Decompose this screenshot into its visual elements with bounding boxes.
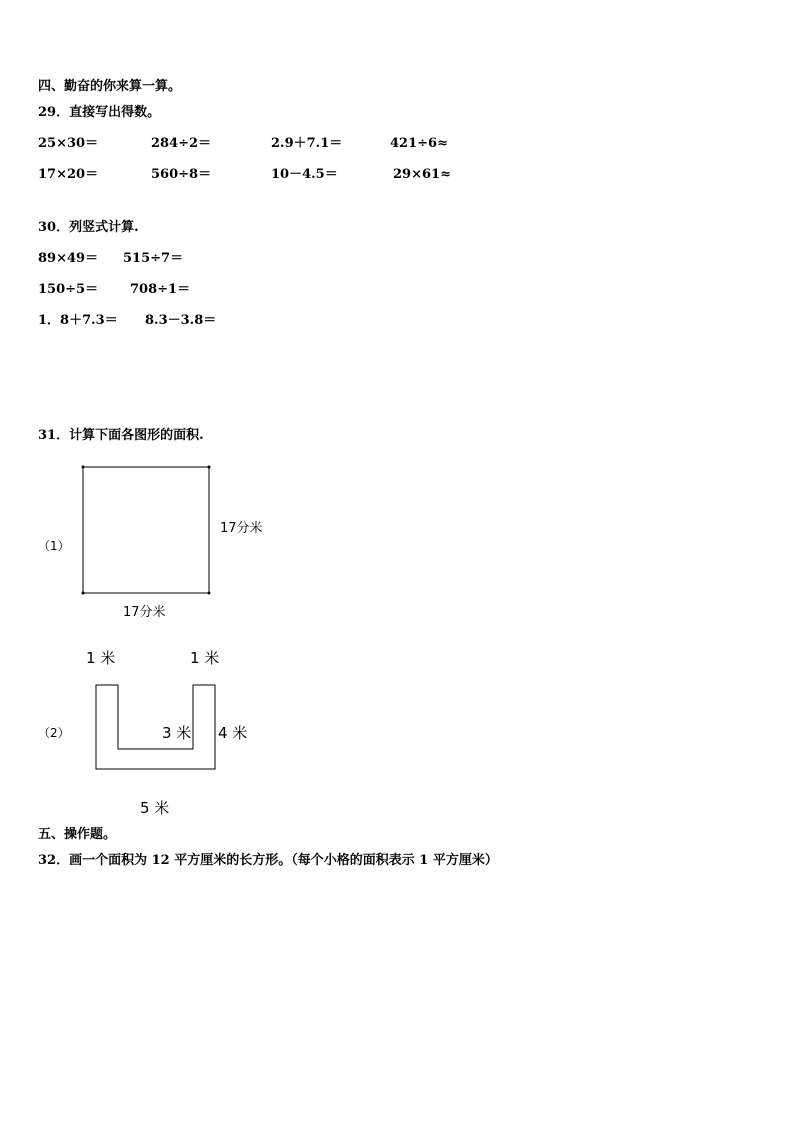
q29-expr: 284÷2＝ [151, 136, 212, 151]
u-top-left-label: 1 米 [86, 649, 116, 667]
q29-expr: 10－4.5＝ [271, 167, 338, 182]
q30-expr: 1．8＋7.3＝ [38, 313, 118, 328]
square-bottom-label: 17分米 [123, 605, 166, 620]
q30-expr: 708÷1＝ [130, 282, 191, 297]
u-outer-height-label: 4 米 [218, 724, 248, 742]
u-top-right-label: 1 米 [190, 649, 220, 667]
q29-expr: 2.9＋7.1＝ [271, 136, 343, 151]
section-four-heading: 四、勤奋的你来算一算。 [38, 79, 182, 94]
q30-expr: 89×49＝ [38, 251, 99, 266]
q29-expr: 560÷8＝ [151, 167, 212, 182]
u-inner-depth-label: 3 米 [162, 724, 192, 742]
q29-expr: 25×30＝ [38, 136, 99, 151]
q30-expr: 150÷5＝ [38, 282, 99, 297]
q30-expr: 8.3－3.8＝ [145, 313, 217, 328]
question-30-title: 30．列竖式计算. [38, 220, 139, 235]
question-29-title: 29．直接写出得数。 [38, 105, 161, 120]
q29-expr: 29×61≈ [393, 167, 451, 182]
q29-expr: 17×20＝ [38, 167, 99, 182]
corner-dot [208, 592, 211, 595]
q29-expr: 421÷6≈ [390, 136, 448, 151]
section-five-heading: 五、操作题。 [38, 827, 117, 842]
corner-dot [208, 466, 211, 469]
u-shape-figure [96, 685, 215, 769]
u-bottom-width-label: 5 米 [140, 799, 170, 817]
figure-1-tag: （1） [38, 539, 70, 553]
square-figure [83, 467, 209, 593]
corner-dot [82, 592, 85, 595]
square-side-label: 17分米 [220, 521, 263, 536]
q30-expr: 515÷7＝ [123, 251, 184, 266]
figure-2-tag: （2） [38, 726, 70, 740]
question-32-title: 32．画一个面积为 12 平方厘米的长方形。（每个小格的面积表示 1 平方厘米） [38, 853, 498, 868]
corner-dot [82, 466, 85, 469]
question-31-title: 31．计算下面各图形的面积. [38, 428, 204, 443]
